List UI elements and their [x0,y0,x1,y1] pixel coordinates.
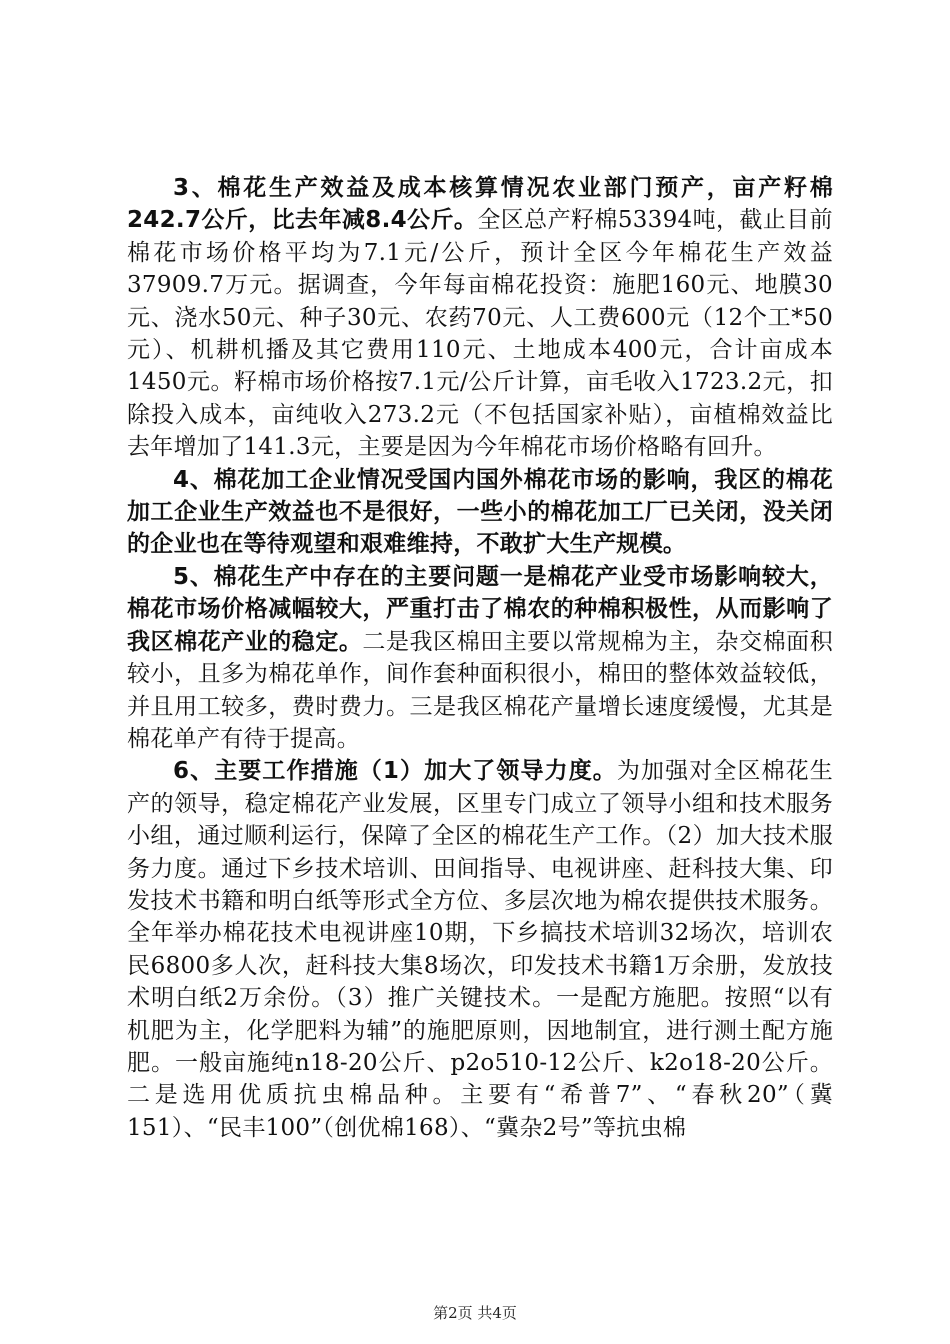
paragraph-work-measures [127,755,833,1144]
page-number-footer: 第2页 共4页 [433,1304,517,1322]
paragraph-heading: 6、主要工作措施（1）加大了领导力度。 [173,758,617,785]
paragraph-heading: 4、棉花加工企业情况受国内国外棉花市场的影响，我区的棉花加工企业生产效益也不是很好，一些小的棉花加工厂已关闭，没关闭的企业也在等待观望和艰难维持，不敢扩大生产规模。 [127,466,833,558]
document-body [127,172,833,1144]
paragraph-text: 全区总产籽棉53394吨，截止目前棉花市场价格平均为7.1元/公斤，预计全区今年棉花生产效益37909.7万元。据调查，今年每亩棉花投资：施肥160元、地膜30元、浇水50元、种子30元、农药70元、人工费600元（12个工*50元）、机耕机播及其它费用110元、土地成本400元，合计亩成本1450元。籽棉市场价格按7.1元/公斤计算，亩毛收入1723.2元，扣除投入成本，亩纯收入273.2元（不包括国家补贴），亩植棉效益比去年增加了141.3元，主要是因为今年棉花市场价格略有回升。 [127,207,833,461]
paragraph-text: 为加强对全区棉花生产的领导，稳定棉花产业发展，区里专门成立了领导小组和技术服务小组，通过顺利运行，保障了全区的棉花生产工作。（2）加大技术服务力度。通过下乡技术培训、田间指导、电视讲座、赶科技大集、印发技术书籍和明白纸等形式全方位、多层次地为棉农提供技术服务。全年举办棉花技术电视讲座10期，下乡搞技术培训32场次，培训农民6800多人次，赶科技大集8场次，印发技术书籍1万余册，发放技术明白纸2万余份。（3）推广关键技术。一是配方施肥。按照“以有机肥为主，化学肥料为辅”的施肥原则，因地制宜，进行测土配方施肥。一般亩施纯n18-20公斤、p2o510-12公斤、k2o18-20公斤。二是选用优质抗虫棉品种。主要有“希普7”、“春秋20”（冀151）、“民丰100”（创优棉168）、“冀杂2号”等抗虫棉 [127,758,833,1141]
paragraph-processing-enterprises [127,464,833,561]
paragraph-text: 二是我区棉田主要以常规棉为主，杂交棉面积较小，且多为棉花单作，间作套种面积很小，棉田的整体效益较低，并且用工较多，费时费力。三是我区棉花产量增长速度缓慢，尤其是棉花单产有待于提高。 [127,628,834,752]
paragraph-main-problems [127,561,833,755]
paragraph-heading: 3、棉花生产效益及成本核算情况农业部门预产，亩产籽棉242.7公斤，比去年减8.4公斤。 [127,175,833,234]
paragraph-heading: 5、棉花生产中存在的主要问题一是棉花产业受市场影响较大，棉花市场价格减幅较大，严重打击了棉农的种棉积极性，从而影响了我区棉花产业的稳定。 [127,563,833,655]
paragraph-cost-benefit [127,172,833,464]
